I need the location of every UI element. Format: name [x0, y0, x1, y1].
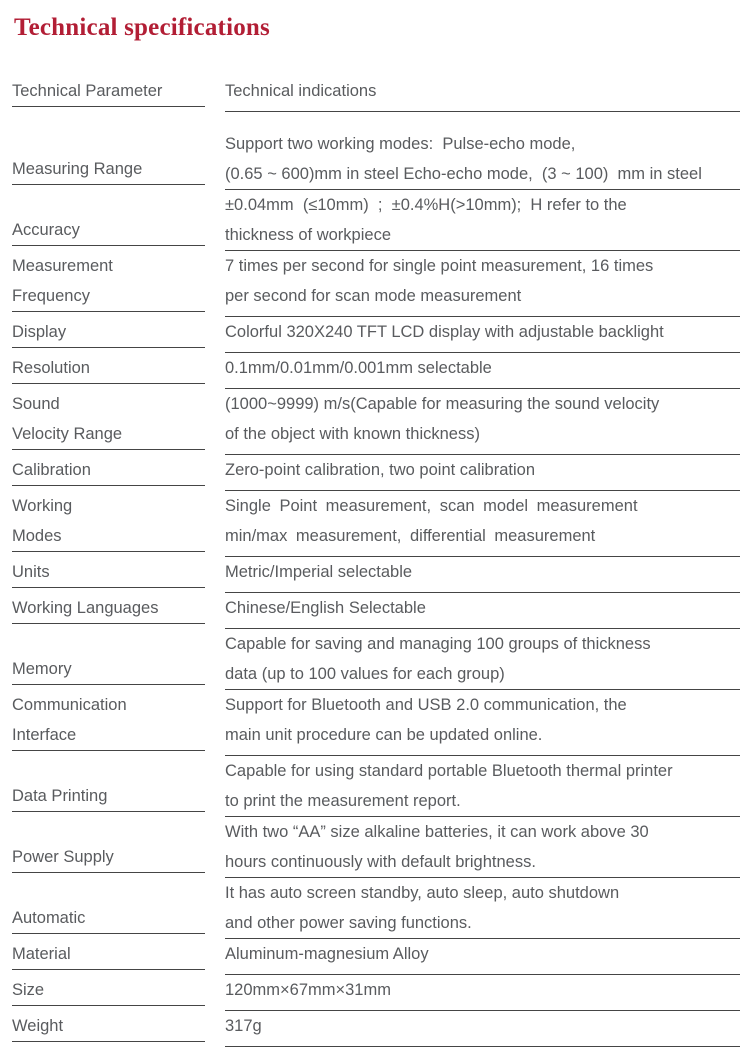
value-cell [225, 817, 740, 878]
param-line: Modes [12, 527, 62, 545]
value-line: 120mm×67mm×31mm [225, 981, 391, 999]
value-line: 7 times per second for single point measurement, 16 times [225, 257, 654, 275]
col-header-indications-label: Technical indications [225, 82, 377, 100]
value-cell [225, 1011, 740, 1047]
param-cell [12, 455, 205, 486]
param-line: Measurement [12, 257, 113, 275]
param-line: Frequency [12, 287, 90, 305]
table-row-calibration [12, 455, 740, 491]
value-cell [225, 491, 740, 557]
param-line: Units [12, 563, 50, 581]
table-row-size [12, 975, 740, 1011]
value-cell [225, 353, 740, 389]
table-row-power-supply [12, 817, 740, 878]
param-cell [12, 593, 205, 624]
param-line: Display [12, 323, 67, 341]
col-header-indications [225, 76, 740, 112]
param-cell [12, 817, 205, 873]
table-row-automatic [12, 878, 740, 939]
table-row-accuracy [12, 190, 740, 251]
value-line: main unit procedure can be updated online. [225, 726, 543, 744]
value-cell [225, 593, 740, 629]
value-cell [225, 878, 740, 939]
value-cell [225, 690, 740, 756]
value-line: per second for scan mode measurement [225, 287, 522, 305]
value-cell [225, 251, 740, 317]
value-line: hours continuously with default brightness. [225, 853, 536, 871]
value-cell [225, 629, 740, 690]
param-line: Material [12, 945, 71, 963]
value-line: Zero-point calibration, two point calibration [225, 461, 535, 479]
value-cell [225, 975, 740, 1011]
value-line: 0.1mm/0.01mm/0.001mm selectable [225, 359, 492, 377]
param-line: Working [12, 497, 73, 515]
param-cell [12, 317, 205, 348]
value-line: and other power saving functions. [225, 914, 472, 932]
value-cell [225, 557, 740, 593]
param-line: Velocity Range [12, 425, 123, 443]
table-row-weight [12, 1011, 740, 1047]
value-line: ±0.04mm (≤10mm) ; ±0.4%H(>10mm); H refer to the [225, 196, 627, 214]
table-row-working-modes [12, 491, 740, 557]
table-row-measuring-range [12, 112, 740, 190]
param-cell [12, 690, 205, 751]
param-line: Accuracy [12, 221, 80, 239]
param-cell [12, 629, 205, 685]
page-title: Technical specifications [14, 14, 270, 41]
param-line: Power Supply [12, 848, 114, 866]
value-line: (0.65 ~ 600)mm in steel Echo-echo mode, (3 ~ 100) mm in steel [225, 165, 702, 183]
value-line: Support for Bluetooth and USB 2.0 communication, the [225, 696, 627, 714]
value-cell [225, 389, 740, 455]
table-row-memory [12, 629, 740, 690]
col-header-parameter [12, 76, 205, 107]
table-row-measurement-frequency [12, 251, 740, 317]
param-cell [12, 190, 205, 246]
param-line: Data Printing [12, 787, 108, 805]
table-row-sound-velocity-range [12, 389, 740, 455]
value-line: Support two working modes: Pulse-echo mode, [225, 135, 576, 153]
table-row-display [12, 317, 740, 353]
col-header-parameter-label: Technical Parameter [12, 82, 163, 100]
param-cell [12, 878, 205, 934]
value-line: min/max measurement, differential measurement [225, 527, 596, 545]
value-cell [225, 756, 740, 817]
param-cell [12, 939, 205, 970]
param-cell [12, 756, 205, 812]
value-line: Chinese/English Selectable [225, 599, 426, 617]
param-line: Measuring Range [12, 160, 143, 178]
value-cell [225, 455, 740, 491]
value-line: Capable for saving and managing 100 groups of thickness [225, 635, 651, 653]
param-cell [12, 1011, 205, 1042]
param-cell [12, 975, 205, 1006]
table-row-working-languages [12, 593, 740, 629]
param-cell [12, 491, 205, 552]
table-row-material [12, 939, 740, 975]
spec-table [12, 76, 740, 1047]
param-line: Calibration [12, 461, 91, 479]
param-cell [12, 389, 205, 450]
table-row-data-printing [12, 756, 740, 817]
value-line: Colorful 320X240 TFT LCD display with adjustable backlight [225, 323, 664, 341]
value-line: data (up to 100 values for each group) [225, 665, 505, 683]
param-cell [12, 353, 205, 384]
param-cell [12, 112, 205, 185]
value-line: thickness of workpiece [225, 226, 391, 244]
param-cell [12, 251, 205, 312]
table-row-resolution [12, 353, 740, 389]
param-line: Resolution [12, 359, 90, 377]
param-line: Size [12, 981, 45, 999]
value-line: to print the measurement report. [225, 792, 461, 810]
value-line: Metric/Imperial selectable [225, 563, 413, 581]
value-line: With two “AA” size alkaline batteries, it can work above 30 [225, 823, 649, 841]
value-line: of the object with known thickness) [225, 425, 480, 443]
value-line: (1000~9999) m/s(Capable for measuring the sound velocity [225, 395, 660, 413]
param-line: Automatic [12, 909, 86, 927]
param-line: Working Languages [12, 599, 159, 617]
value-line: Aluminum-magnesium Alloy [225, 945, 429, 963]
value-cell [225, 939, 740, 975]
param-line: Sound [12, 395, 60, 413]
param-line: Memory [12, 660, 72, 678]
value-cell [225, 190, 740, 251]
value-line: It has auto screen standby, auto sleep, auto shutdown [225, 884, 620, 902]
value-line: 317g [225, 1017, 262, 1035]
value-line: Capable for using standard portable Bluetooth thermal printer [225, 762, 673, 780]
param-line: Communication [12, 696, 127, 714]
value-cell [225, 112, 740, 190]
table-header-row [12, 76, 740, 112]
param-cell [12, 557, 205, 588]
table-row-units [12, 557, 740, 593]
param-line: Interface [12, 726, 77, 744]
table-row-communication-interface [12, 690, 740, 756]
value-cell [225, 317, 740, 353]
value-line: Single Point measurement, scan model measurement [225, 497, 638, 515]
param-line: Weight [12, 1017, 64, 1035]
